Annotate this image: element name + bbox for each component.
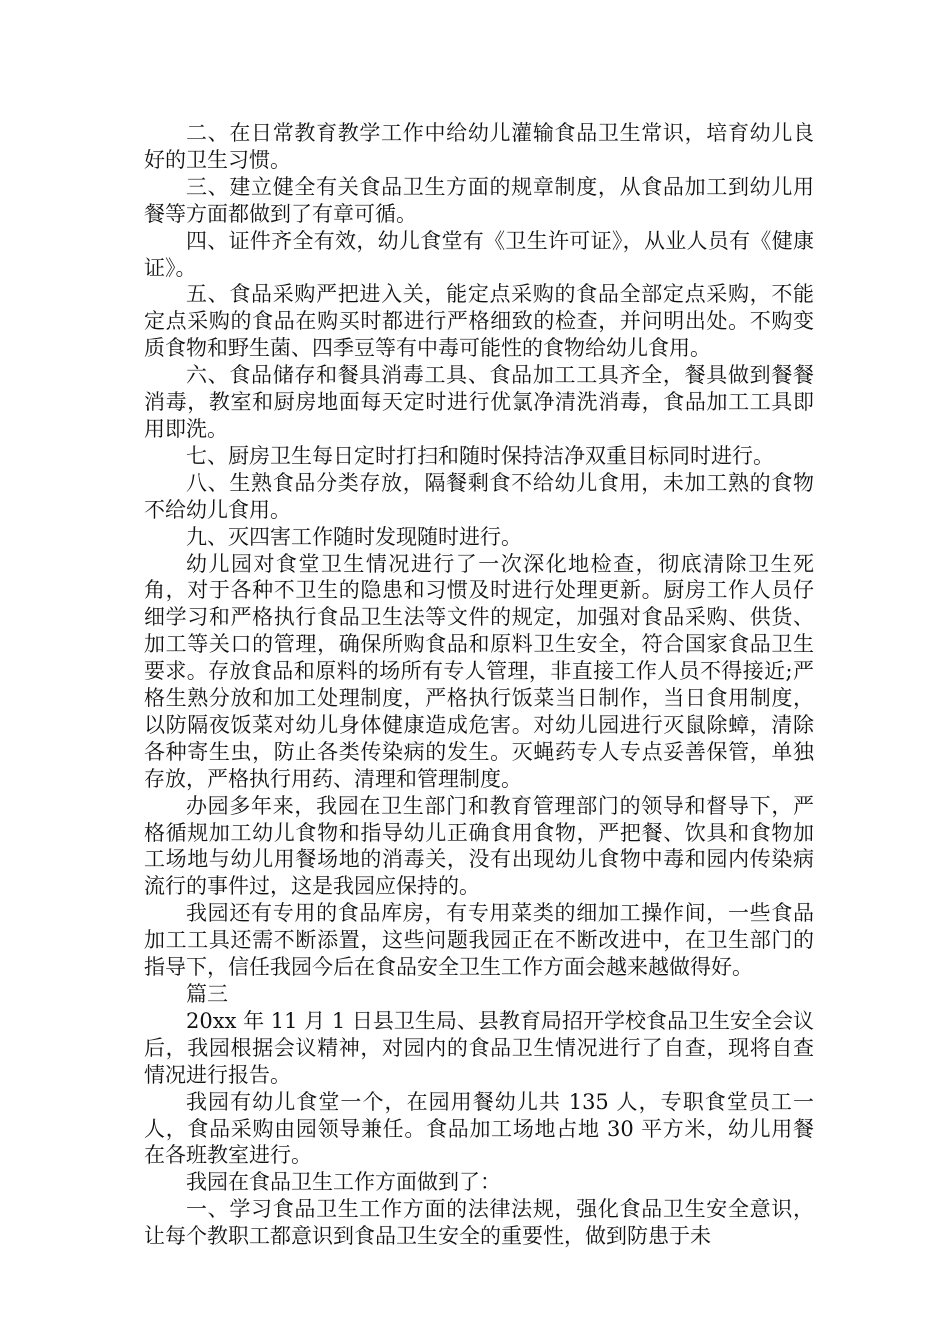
paragraph-item-2-hygiene-education: 二、在日常教育教学工作中给幼儿灌输食品卫生常识，培育幼儿良好的卫生习惯。 [144,121,814,172]
paragraph-years-of-operation: 办园多年来，我园在卫生部门和教育管理部门的领导和督导下，严格循规加工幼儿食物和指导幼儿正确食用食物，严把餐、饮具和食物加工场地与幼儿用餐场地的消毒关，没有出现幼儿食物中毒和园内传染病流行的事件过，这是我园应保持的。 [144,793,814,899]
paragraph-item-6-storage-disinfection: 六、食品储存和餐具消毒工具、食品加工工具齐全，餐具做到餐餐消毒，教室和厨房地面每天定时进行优氯净清洗消毒，食品加工工具即用即洗。 [144,363,814,441]
paragraph-improvements: 我园还有专用的食品库房，有专用菜类的细加工操作间，一些食品加工工具还需不断添置，这些问题我园正在不断改进中，在卫生部门的指导下，信任我园今后在食品安全卫生工作方面会越来越做得好。 [144,901,814,980]
paragraph-item-4-certificates: 四、证件齐全有效，幼儿食堂有《卫生许可证》，从业人员有《健康证》。 [144,228,814,280]
paragraph-item-9-pest-control: 九、灭四害工作随时发现随时进行。 [186,524,522,549]
paragraph-item-1-legal-study: 一、学习食品卫生工作方面的法律法规，强化食品卫生安全意识，让每个教职工都意识到食品卫生安全的重要性，做到防患于未 [144,1197,814,1249]
paragraph-canteen-overview: 我园有幼儿食堂一个，在园用餐幼儿共 135 人，专职食堂员工一人，食品采购由园领导兼任。食品加工场地占地 30 平方米，幼儿用餐在各班教室进行。 [144,1089,814,1168]
paragraph-item-7-kitchen-cleaning: 七、厨房卫生每日定时打扫和随时保持洁净双重目标同时进行。 [186,443,774,468]
section-heading-part-three: 篇三 [186,982,228,1006]
paragraph-item-5-procurement: 五、食品采购严把进入关，能定点采购的食品全部定点采购，不能定点采购的食品在购买时都进行严格细致的检查，并问明出处。不购变质食物和野生菌、四季豆等有中毒可能性的食物给幼儿食用。 [144,282,814,361]
paragraph-item-3-rules-system: 三、建立健全有关食品卫生方面的规章制度，从食品加工到幼儿用餐等方面都做到了有章可循。 [144,174,814,226]
paragraph-canteen-inspection: 幼儿园对食堂卫生情况进行了一次深化地检查，彻底清除卫生死角，对于各种不卫生的隐患和习惯及时进行处理更新。厨房工作人员仔细学习和严格执行食品卫生法等文件的规定，加强对食品采购、供货、加工等关口的管理，确保所购食品和原料卫生安全，符合国家食品卫生要求。存放食品和原料的场所有专人管理，非直接工作人员不得接近;严格生熟分放和加工处理制度，严格执行饭菜当日制作，当日食用制度，以防隔夜饭菜对幼儿身体健康造成危害。对幼儿园进行灭鼠除蟑，清除各种寄生虫，防止各类传染病的发生。灭蝇药专人专点妥善保管，单独存放，严格执行用药、清理和管理制度。 [144,551,814,791]
paragraph-achievements-intro: 我园在食品卫生工作方面做到了： [186,1170,501,1195]
paragraph-meeting-self-inspection: 20xx 年 11 月 1 日县卫生局、县教育局招开学校食品卫生安全会议后，我园根据会议精神，对园内的食品卫生情况进行了自查，现将自查情况进行报告。 [144,1008,814,1087]
document-page [144,120,814,1250]
paragraph-item-8-food-storage: 八、生熟食品分类存放，隔餐剩食不给幼儿食用，未加工熟的食物不给幼儿食用。 [144,470,814,522]
